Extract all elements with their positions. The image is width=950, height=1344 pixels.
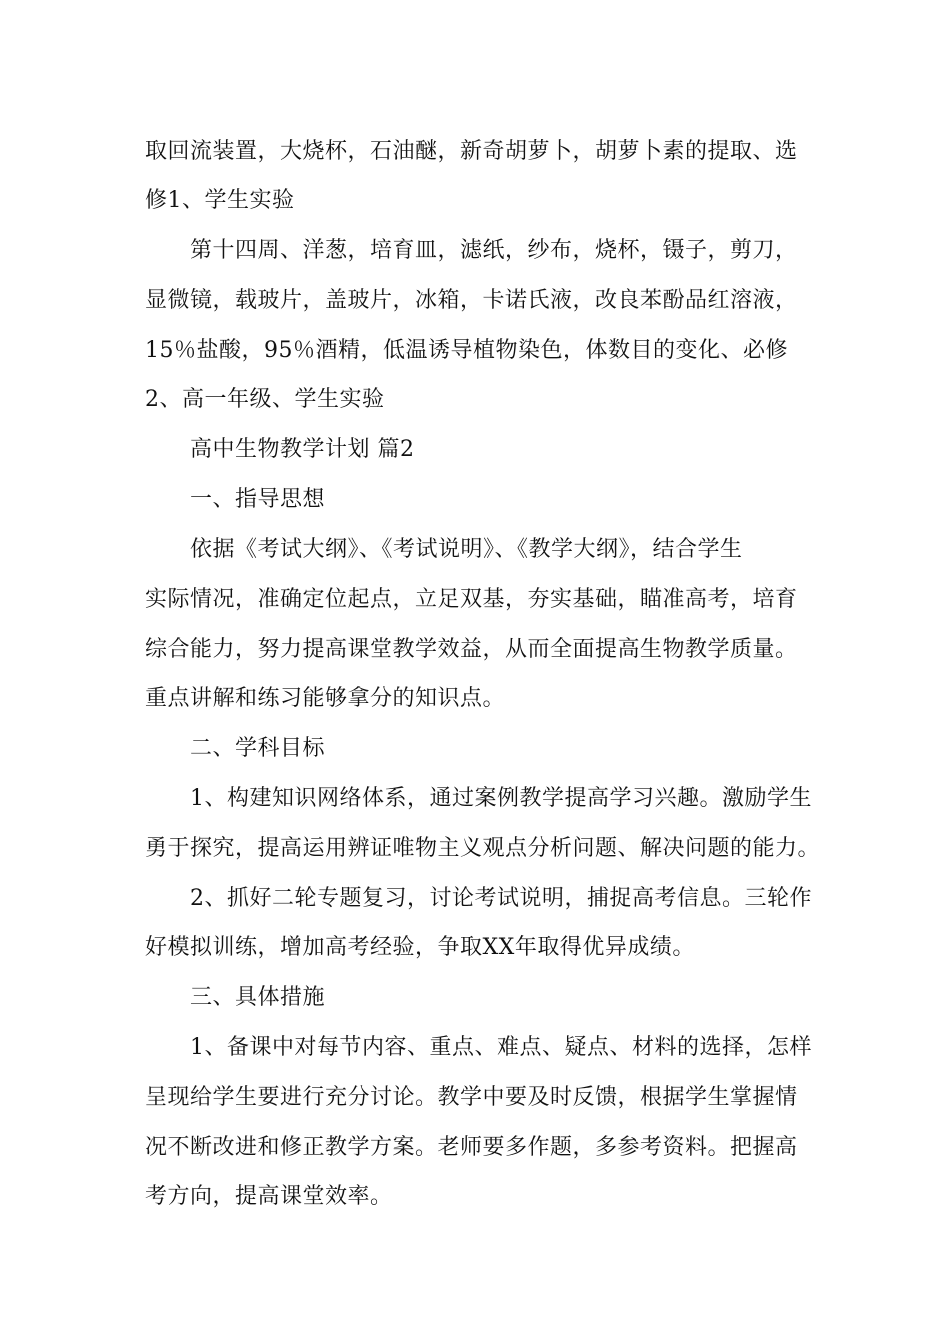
text-line: 考方向，提高课堂效率。 [145,1184,393,1209]
text-line: 显微镜，载玻片，盖玻片，冰箱，卡诺氏液，改良苯酚品红溶液， [145,288,798,313]
text-line: 2、抓好二轮专题复习，讨论考试说明，捕捉高考信息。三轮作 [190,886,812,911]
text-line: 2、高一年级、学生实验 [145,387,385,412]
text-line: 修1、学生实验 [145,188,295,213]
section-heading: 高中生物教学计划 篇2 [190,437,415,462]
text-line: 好模拟训练，增加高考经验，争取XX年取得优异成绩。 [145,935,695,960]
text-line: 1、构建知识网络体系，通过案例教学提高学习兴趣。激励学生 [190,786,812,811]
text-line: 15％盐酸，95％酒精，低温诱导植物染色，体数目的变化、必修 [145,338,788,363]
text-line: 综合能力，努力提高课堂教学效益，从而全面提高生物教学质量。 [145,637,798,662]
text-line: 第十四周、洋葱，培育皿，滤纸，纱布，烧杯，镊子，剪刀， [190,238,798,263]
text-line: 呈现给学生要进行充分讨论。教学中要及时反馈，根据学生掌握情 [145,1085,798,1110]
text-line: 况不断改进和修正教学方案。老师要多作题，多参考资料。把握高 [145,1135,798,1160]
text-line: 实际情况，准确定位起点，立足双基，夯实基础，瞄准高考，培育 [145,587,798,612]
text-line: 1、备课中对每节内容、重点、难点、疑点、材料的选择，怎样 [190,1035,812,1060]
text-line: 勇于探究，提高运用辨证唯物主义观点分析问题、解决问题的能力。 [145,836,821,861]
text-line: 依据《考试大纲》、《考试说明》、《教学大纲》，结合学生 [190,537,743,562]
subsection-heading: 三、具体措施 [190,985,326,1010]
subsection-heading: 一、指导思想 [190,487,326,512]
subsection-heading: 二、学科目标 [190,736,326,761]
text-line: 取回流装置，大烧杯，石油醚，新奇胡萝卜，胡萝卜素的提取、选 [145,139,798,164]
text-line: 重点讲解和练习能够拿分的知识点。 [145,686,506,711]
